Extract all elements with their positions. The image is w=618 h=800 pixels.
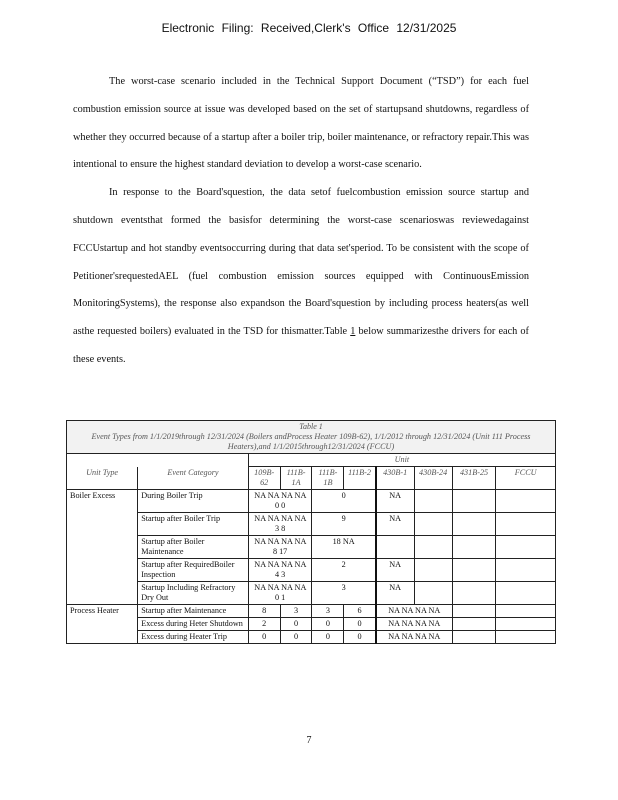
- value-cell: [414, 513, 452, 536]
- table-row: [67, 536, 556, 559]
- value: NA: [428, 632, 441, 641]
- paragraph-worst-case: The worst-case scenario included in the Technical Support Document (“TSD”) for each fuel combustion emission source at issue was developed based on the set of startupsand shutdowns, regardless of whether they occurred because of a startup after a boiler trip, boiler maintenance, or refractory repair.This was intentional to ensure the highest standard deviation to develop a worst-case scenario.: [73, 76, 529, 171]
- filing-header: Electronic Filing: Received,Clerk's Office 12/31/2025: [161, 21, 457, 35]
- value-cell: [496, 513, 556, 536]
- value-cell: NA: [376, 490, 414, 513]
- value: NA: [428, 606, 441, 615]
- value: NA: [388, 606, 400, 615]
- paragraph-response-end: below summarizesthe drivers for each of these events.: [73, 326, 529, 365]
- value: NA: [415, 632, 427, 641]
- value-cell: 0: [312, 631, 344, 644]
- event-category-cell: Startup after Boiler Trip: [138, 513, 249, 536]
- value-cell: 8: [248, 605, 280, 618]
- table-row: [67, 559, 556, 582]
- header-blank: [67, 454, 249, 467]
- header-unit: 111B-2: [344, 467, 376, 490]
- header-unit: 431B-25: [452, 467, 496, 490]
- value-cell: 0: [344, 618, 376, 631]
- value-cell: NA: [376, 582, 414, 605]
- value: NA: [294, 537, 306, 546]
- event-category-cell: Excess during Heter Shutdown: [138, 618, 249, 631]
- value-cell: 0: [248, 631, 280, 644]
- header-unit-type: Unit Type: [67, 467, 138, 490]
- value: NA: [254, 537, 266, 546]
- paragraph-response-text: In response to the Board'squestion, the data setof fuelcombustion emission source startup and shutdown eventsthat formed the basisfor determining the worst-case scenarioswas reviewedagainst FCCUstartup and hot standby eventsoccurring during that data set'speriod. To be consistent with the scope of Petitioner'srequestedAEL (fuel combustion emission sources equipped with ContinuousEmission MonitoringSystems), the response also expandson the Board'squestion by including process heaters(as well asthe requested boilers) evaluated in the TSD for thismatter.Table: [73, 187, 529, 338]
- value-cell: [248, 536, 312, 559]
- table-caption-text: Event Types from 1/1/2019through 12/31/2024 (Boilers andProcess Heater 109B-62), 1/1/2012 through 12/31/2024 (Unit 111 Process Heaters),and 1/1/2015through12/31/2024 (FCCU): [91, 432, 531, 451]
- value: NA: [254, 560, 266, 569]
- value: NA: [415, 619, 427, 628]
- value-cell: [376, 605, 453, 618]
- page-number: 7: [306, 735, 312, 746]
- value-cell: [452, 618, 496, 631]
- value-cell: [452, 605, 496, 618]
- value-cell: [452, 582, 496, 605]
- value-cell: [376, 618, 453, 631]
- value: NA: [294, 514, 306, 523]
- table-reference[interactable]: 1: [350, 326, 356, 338]
- table-row: [67, 582, 556, 605]
- table-row: [67, 605, 556, 618]
- value: NA: [267, 583, 280, 592]
- value: NA: [281, 491, 293, 500]
- value-cell: [496, 582, 556, 605]
- header-unit: 111B-1A: [280, 467, 312, 490]
- value-cell: 18 NA: [312, 536, 376, 559]
- value-cell: [376, 536, 414, 559]
- value-cell: [496, 559, 556, 582]
- unit-type-cell: Boiler Excess: [67, 490, 138, 605]
- value-cell: 3: [312, 605, 344, 618]
- value-cell: [248, 490, 312, 513]
- table-row: [67, 490, 556, 513]
- value: NA: [294, 491, 306, 500]
- value-cell: [248, 513, 312, 536]
- value-cell: [414, 559, 452, 582]
- value-cell: [496, 490, 556, 513]
- value-cell: NA: [376, 513, 414, 536]
- value: NA: [281, 583, 293, 592]
- value: NA: [267, 560, 280, 569]
- value: NA: [401, 619, 413, 628]
- value: NA: [294, 583, 306, 592]
- value: 0 1: [274, 593, 286, 602]
- table-caption-title: Table 1: [299, 422, 323, 431]
- value-cell: 0: [344, 631, 376, 644]
- value-cell: 0: [312, 618, 344, 631]
- table-row: [67, 513, 556, 536]
- value-cell: 2: [248, 618, 280, 631]
- header-unit: 430B-1: [376, 467, 414, 490]
- value: NA: [281, 537, 293, 546]
- header-unit: 109B-62: [248, 467, 280, 490]
- value-cell: [496, 536, 556, 559]
- value: NA: [294, 560, 306, 569]
- value-cell: 2: [312, 559, 376, 582]
- table-caption: [67, 421, 556, 454]
- value: NA: [401, 606, 413, 615]
- value: NA: [281, 560, 293, 569]
- header-unit: FCCU: [496, 467, 556, 490]
- value: NA: [415, 606, 427, 615]
- event-category-cell: Startup after Maintenance: [138, 605, 249, 618]
- value-cell: 3: [280, 605, 312, 618]
- table-row: [67, 618, 556, 631]
- event-types-table: [66, 420, 556, 644]
- paragraph-response: [73, 179, 529, 374]
- header-unit: 111B-1B: [312, 467, 344, 490]
- value-cell: [414, 536, 452, 559]
- event-category-cell: During Boiler Trip: [138, 490, 249, 513]
- value-cell: [452, 631, 496, 644]
- value-cell: [496, 631, 556, 644]
- header-event-category: Event Category: [138, 467, 249, 490]
- value-cell: [496, 618, 556, 631]
- value: NA: [428, 619, 441, 628]
- header-unit: 430B-24: [414, 467, 452, 490]
- value-cell: 0: [312, 490, 376, 513]
- event-category-cell: Excess during Heater Trip: [138, 631, 249, 644]
- value: 0 0: [274, 501, 286, 510]
- value-cell: [248, 559, 312, 582]
- value-cell: 0: [280, 631, 312, 644]
- value: NA: [267, 491, 280, 500]
- value-cell: [414, 582, 452, 605]
- event-category-cell: Startup after RequiredBoiler Inspection: [138, 559, 249, 582]
- unit-label: Unit: [248, 454, 555, 467]
- value: NA: [254, 491, 266, 500]
- event-category-cell: Startup Including Refractory Dry Out: [138, 582, 249, 605]
- body-text: [73, 68, 529, 374]
- value: NA: [401, 632, 413, 641]
- value-cell: NA: [376, 559, 414, 582]
- value: NA: [254, 514, 266, 523]
- unit-type-cell: Process Heater: [67, 605, 138, 644]
- value: NA: [267, 514, 280, 523]
- value-cell: [452, 559, 496, 582]
- value: NA: [267, 537, 280, 546]
- value: NA: [254, 583, 266, 592]
- value: NA: [388, 619, 400, 628]
- value-cell: [452, 490, 496, 513]
- value-cell: 6: [344, 605, 376, 618]
- value: 3 8: [274, 524, 286, 533]
- value-cell: [414, 490, 452, 513]
- table-row: [67, 631, 556, 644]
- value: 4 3: [274, 570, 286, 579]
- value-cell: [248, 582, 312, 605]
- value-cell: [452, 513, 496, 536]
- value-cell: [452, 536, 496, 559]
- value: 8 17: [272, 547, 288, 556]
- value: NA: [388, 632, 400, 641]
- value: NA: [281, 514, 293, 523]
- event-category-cell: Startup after Boiler Maintenance: [138, 536, 249, 559]
- value-cell: 9: [312, 513, 376, 536]
- value-cell: [376, 631, 453, 644]
- value-cell: [496, 605, 556, 618]
- value-cell: 3: [312, 582, 376, 605]
- value-cell: 0: [280, 618, 312, 631]
